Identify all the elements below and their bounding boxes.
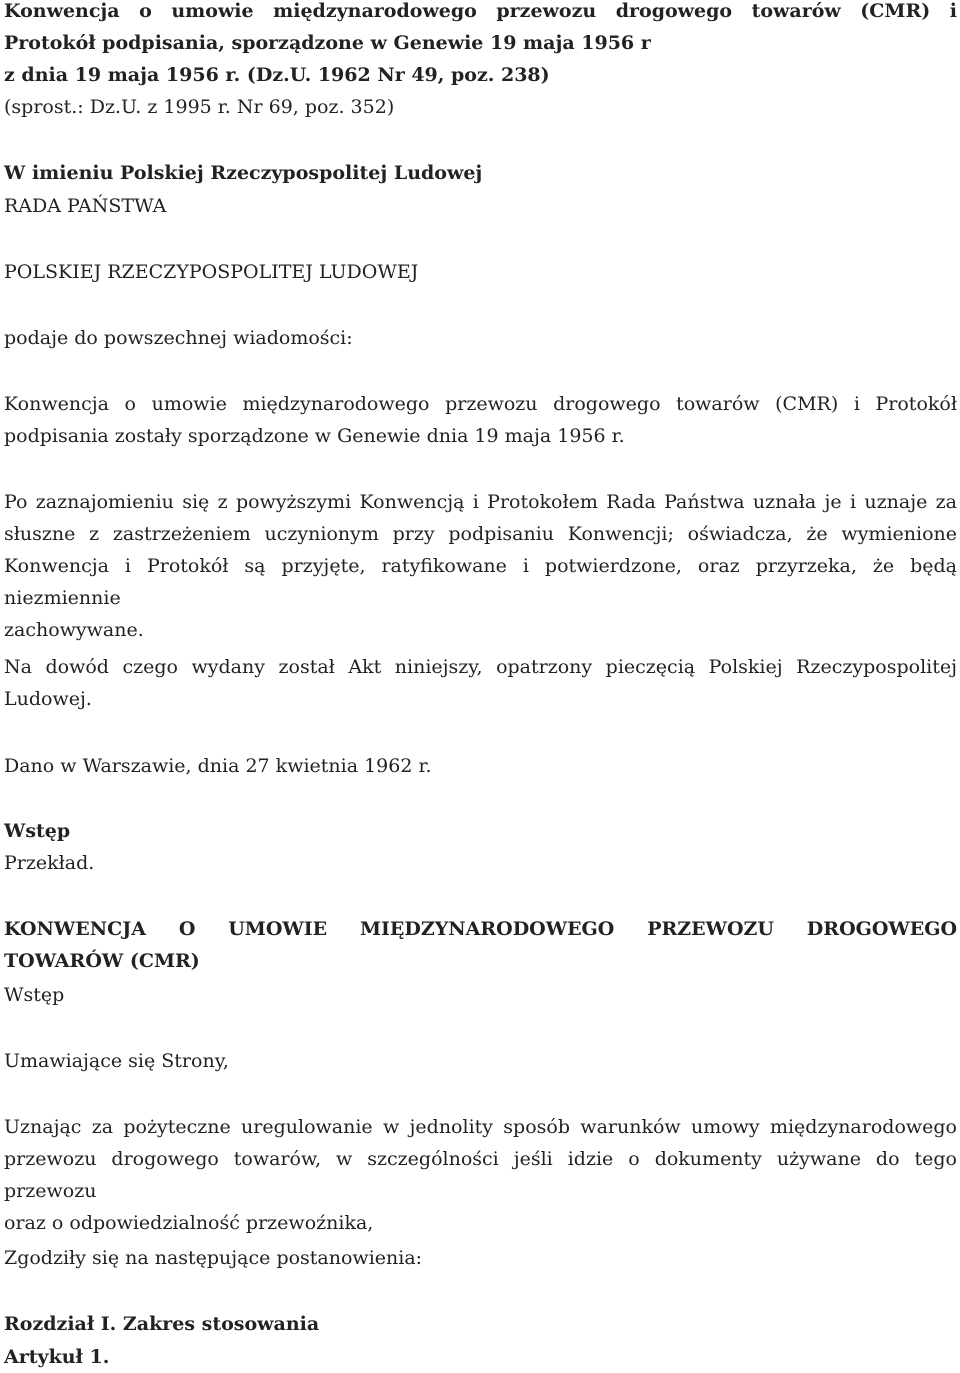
convention-intro-label: Wstęp [4, 984, 65, 1006]
paragraph-line: Ludowej. [4, 688, 92, 710]
paragraph-line: słuszne z zastrzeżeniem uczynionym przy podpisaniu Konwencji; oświadcza, że wymienione [4, 523, 957, 545]
paragraph-line: Konwencja o umowie międzynarodowego przewozu drogowego towarów (CMR) i Protokół [4, 393, 957, 415]
parties-line: Umawiające się Strony, [4, 1050, 229, 1072]
title-line: Protokół podpisania, sporządzone w Genewie 19 maja 1956 r [4, 32, 651, 54]
document-title [4, 0, 957, 91]
title-line: KONWENCJA O UMOWIE MIĘDZYNARODOWEGO PRZEWOZU DROGOWEGO [4, 918, 957, 940]
paragraph-line: zachowywane. [4, 619, 144, 641]
intro-heading: Wstęp [4, 820, 71, 842]
ratification-paragraph [4, 486, 957, 646]
convention-paragraph [4, 388, 957, 452]
translation-label: Przekład. [4, 852, 95, 874]
paragraph-line: Po zaznajomieniu się z powyższymi Konwencją i Protokołem Rada Państwa uznała je i uznaje za [4, 491, 957, 513]
chapter-heading: Rozdział I. Zakres stosowania [4, 1313, 320, 1335]
paragraph-line: podpisania zostały sporządzone w Genewie dnia 19 maja 1956 r. [4, 425, 625, 447]
title-line: Konwencja o umowie międzynarodowego przewozu drogowego towarów (CMR) i [4, 0, 957, 22]
article-heading: Artykuł 1. [4, 1346, 110, 1368]
title-line: TOWARÓW (CMR) [4, 950, 200, 972]
paragraph-line: oraz o odpowiedzialność przewoźnika, [4, 1212, 374, 1234]
given-at-line: Dano w Warszawie, dnia 27 kwietnia 1962 r. [4, 755, 432, 777]
in-name-of-heading: W imieniu Polskiej Rzeczypospolitej Ludowej [4, 162, 483, 184]
paragraph-line: Konwencja i Protokół są przyjęte, ratyfikowane i potwierdzone, oraz przyrzeka, że będą niezmiennie [4, 555, 957, 609]
paragraph-line: Na dowód czego wydany został Akt niniejszy, opatrzony pieczęcią Polskiej Rzeczypospolitej [4, 656, 957, 678]
agreed-line: Zgodziły się na następujące postanowienia: [4, 1247, 423, 1269]
recognizing-paragraph [4, 1111, 957, 1239]
council-line: RADA PAŃSTWA [4, 195, 167, 217]
correction-note: (sprost.: Dz.U. z 1995 r. Nr 69, poz. 352) [4, 96, 395, 118]
convention-title [4, 913, 957, 977]
proof-paragraph [4, 651, 957, 715]
title-date-line: z dnia 19 maja 1956 r. (Dz.U. 1962 Nr 49, poz. 238) [4, 64, 550, 86]
republic-line: POLSKIEJ RZECZYPOSPOLITEJ LUDOWEJ [4, 261, 419, 283]
announcement-line: podaje do powszechnej wiadomości: [4, 327, 353, 349]
paragraph-line: Uznając za pożyteczne uregulowanie w jednolity sposób warunków umowy międzynarodowego [4, 1116, 957, 1138]
paragraph-line: przewozu drogowego towarów, w szczególności jeśli idzie o dokumenty używane do tego przewozu [4, 1148, 957, 1202]
